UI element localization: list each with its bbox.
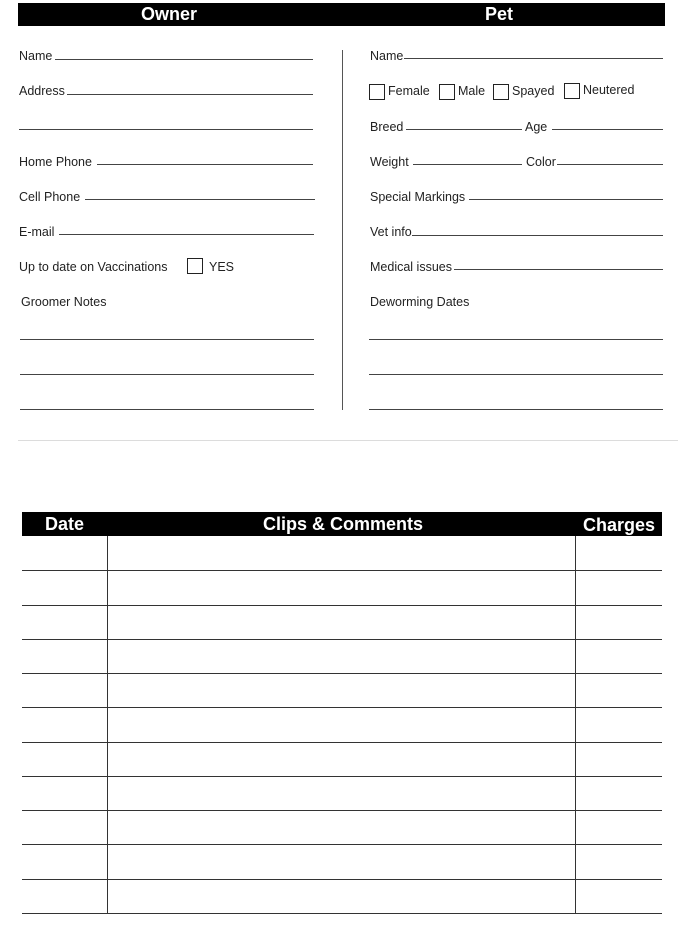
neutered-checkbox[interactable] (564, 83, 580, 99)
table-row[interactable] (22, 879, 662, 880)
deworming-line-2[interactable] (369, 374, 663, 375)
pet-header: Pet (485, 4, 514, 24)
comments-charges-divider (575, 536, 576, 913)
female-checkbox[interactable] (369, 84, 385, 100)
male-label: Male (458, 84, 486, 98)
cell-phone-label: Cell Phone (19, 190, 81, 204)
color-label: Color (526, 155, 556, 169)
groomer-notes-line-2[interactable] (20, 374, 314, 375)
special-markings-field[interactable] (469, 199, 663, 200)
table-row[interactable] (22, 776, 662, 777)
table-row[interactable] (22, 707, 662, 708)
spayed-label: Spayed (512, 84, 555, 98)
groomer-notes-line-1[interactable] (20, 339, 314, 340)
home-phone-field[interactable] (97, 164, 313, 165)
color-field[interactable] (557, 164, 663, 165)
vet-info-label: Vet info (370, 225, 412, 239)
table-row[interactable] (22, 742, 662, 743)
email-field[interactable] (59, 234, 314, 235)
groomer-notes-line-3[interactable] (20, 409, 314, 410)
charges-column-header: Charges (583, 515, 656, 535)
age-field[interactable] (552, 129, 663, 130)
spayed-checkbox[interactable] (493, 84, 509, 100)
table-row[interactable] (22, 673, 662, 674)
pet-name-field[interactable] (404, 58, 663, 59)
table-row[interactable] (22, 844, 662, 845)
owner-address-label: Address (19, 84, 65, 98)
weight-label: Weight (370, 155, 409, 169)
female-label: Female (388, 84, 430, 98)
pet-name-label: Name (370, 49, 404, 63)
top-header-bar (18, 3, 665, 26)
email-label: E-mail (19, 225, 55, 239)
cell-phone-field[interactable] (85, 199, 315, 200)
date-column-header: Date (45, 514, 85, 534)
medical-issues-field[interactable] (454, 269, 663, 270)
owner-name-field[interactable] (55, 59, 313, 60)
vaccinations-yes-label: YES (209, 260, 235, 274)
table-row[interactable] (22, 913, 662, 914)
vaccinations-label: Up to date on Vaccinations (19, 260, 168, 274)
deworming-line-3[interactable] (369, 409, 663, 410)
column-divider (342, 50, 343, 410)
table-row[interactable] (22, 810, 662, 811)
home-phone-label: Home Phone (19, 155, 92, 169)
deworming-line-1[interactable] (369, 339, 663, 340)
vaccinations-yes-checkbox[interactable] (187, 258, 203, 274)
date-comments-divider (107, 536, 108, 913)
table-row[interactable] (22, 639, 662, 640)
owner-address-field[interactable] (67, 94, 313, 95)
medical-issues-label: Medical issues (370, 260, 452, 274)
comments-column-header: Clips & Comments (263, 514, 424, 534)
neutered-label: Neutered (583, 83, 635, 97)
vet-info-field[interactable] (412, 235, 663, 236)
table-row[interactable] (22, 570, 662, 571)
male-checkbox[interactable] (439, 84, 455, 100)
deworming-dates-label: Deworming Dates (370, 295, 470, 309)
breed-label: Breed (370, 120, 404, 134)
section-separator (18, 440, 678, 441)
owner-header: Owner (141, 4, 198, 24)
owner-address-field-line2[interactable] (19, 129, 313, 130)
owner-name-label: Name (19, 49, 53, 63)
groomer-notes-label: Groomer Notes (21, 295, 107, 309)
table-row[interactable] (22, 605, 662, 606)
age-label: Age (525, 120, 548, 134)
weight-field[interactable] (413, 164, 522, 165)
breed-field[interactable] (406, 129, 522, 130)
special-markings-label: Special Markings (370, 190, 466, 204)
